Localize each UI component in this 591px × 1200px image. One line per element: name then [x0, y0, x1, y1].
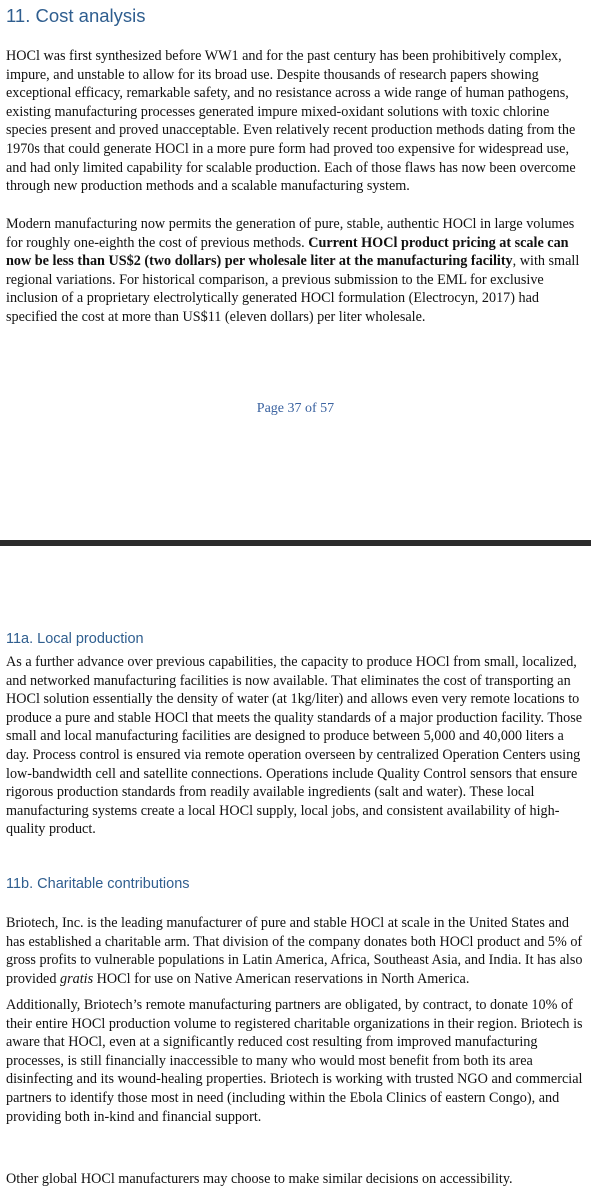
section-11a-paragraph: As a further advance over previous capabilities, the capacity to produce HOCl from small, localized, and networked manufacturing facilities is now available. That eliminates the cost of transporting an HOCl solution essentially the density of water (at 1kg/liter) and allows even very remote locations to produce a pure and stable HOCl that meets the quality standards of a major production facility. Those small and local manufacturing facilities are designed to produce between 5,000 and 40,000 liters a day. Process control is ensured via remote operation overseen by centralized Operation Centers using low-bandwidth cell and satellite connections. Operations include Quality Control sensors that ensure rigorous production standards from readily available ingredients (salt and water). These local manufacturing systems create a local HOCl supply, local jobs, and consistent availability of high-quality product. [6, 654, 583, 838]
section-11b-paragraph-2: Additionally, Briotech’s remote manufacturing partners are obligated, by contract, to donate 10% of their entire HOCl production volume to registered charitable organizations in their region. Briotech is aware that HOCl, even at a significantly reduced cost resulting from improved manufacturing processes, is still financially inaccessible to many who would most benefit from both its area disinfecting and its wound-healing properties. Briotech is working with trusted NGO and commercial partners to identify those most in need (including within the Ebola Clinics of eastern Congo), and providing both in-kind and financial support. [6, 997, 583, 1125]
paragraph-2-intro: Modern manufacturing now permits the generation of pure, stable, authentic HOCl in large volumes for roughly one-eighth the cost of previous methods. [6, 216, 575, 251]
section-11-paragraph-1: HOCl was first synthesized before WW1 and for the past century has been prohibitively complex, impure, and unstable to allow for its broad use. Despite thousands of research papers showing exceptional efficacy, remarkable safety, and no resistance across a wide range of human pathogens, existing manufacturing processes generated impure mixed-oxidant solutions with toxic chlorine species present and proved unacceptable. Even relatively recent production methods dating from the 1970s that could generate HOCl in a more pure form had proved too expensive for widespread use, and had only limited capability for scalable production. Each of those flaws has now been overcome through new production methods and a scalable manufacturing system. [6, 48, 576, 195]
section-11b-title: 11b. Charitable contributions [6, 876, 190, 892]
section-11b-paragraph-1 [6, 914, 586, 988]
charity-paragraph-end: HOCl for use on Native American reservations in North America. [93, 970, 470, 987]
charity-paragraph-intro: Briotech, Inc. is the leading manufacturer of pure and stable HOCl at scale in the United States and has established a charitable arm. That division of the company donates both HOCl product and 5% of gross profits to vulnerable populations in Latin America, Africa, Southeast Asia, and India. It has also provided [6, 915, 583, 987]
paragraph-2-rest: , with small regional variations. For historical comparison, a previous submission to the EML for exclusive inclusion of a proprietary electrolytically generated HOCl formulation (Electrocyn, 2017) had specified the cost at more than US$11 (eleven dollars) per liter wholesale. [6, 253, 580, 325]
section-11-paragraph-2 [6, 215, 586, 327]
section-11a-title: 11a. Local production [6, 631, 144, 647]
document-page-37 [0, 0, 591, 540]
pricing-highlight: Current HOCl product pricing at scale can now be less than US$2 (two dollars) per wholesale liter at the manufacturing facility [6, 234, 569, 270]
section-11-title: 11. Cost analysis [6, 5, 146, 26]
gratis-italic: gratis [59, 970, 94, 987]
document-page-38 [0, 546, 591, 1200]
page-number: Page 37 of 57 [256, 401, 335, 416]
section-11b-paragraph-3: Other global HOCl manufacturers may choose to make similar decisions on accessibility. [6, 1171, 513, 1187]
